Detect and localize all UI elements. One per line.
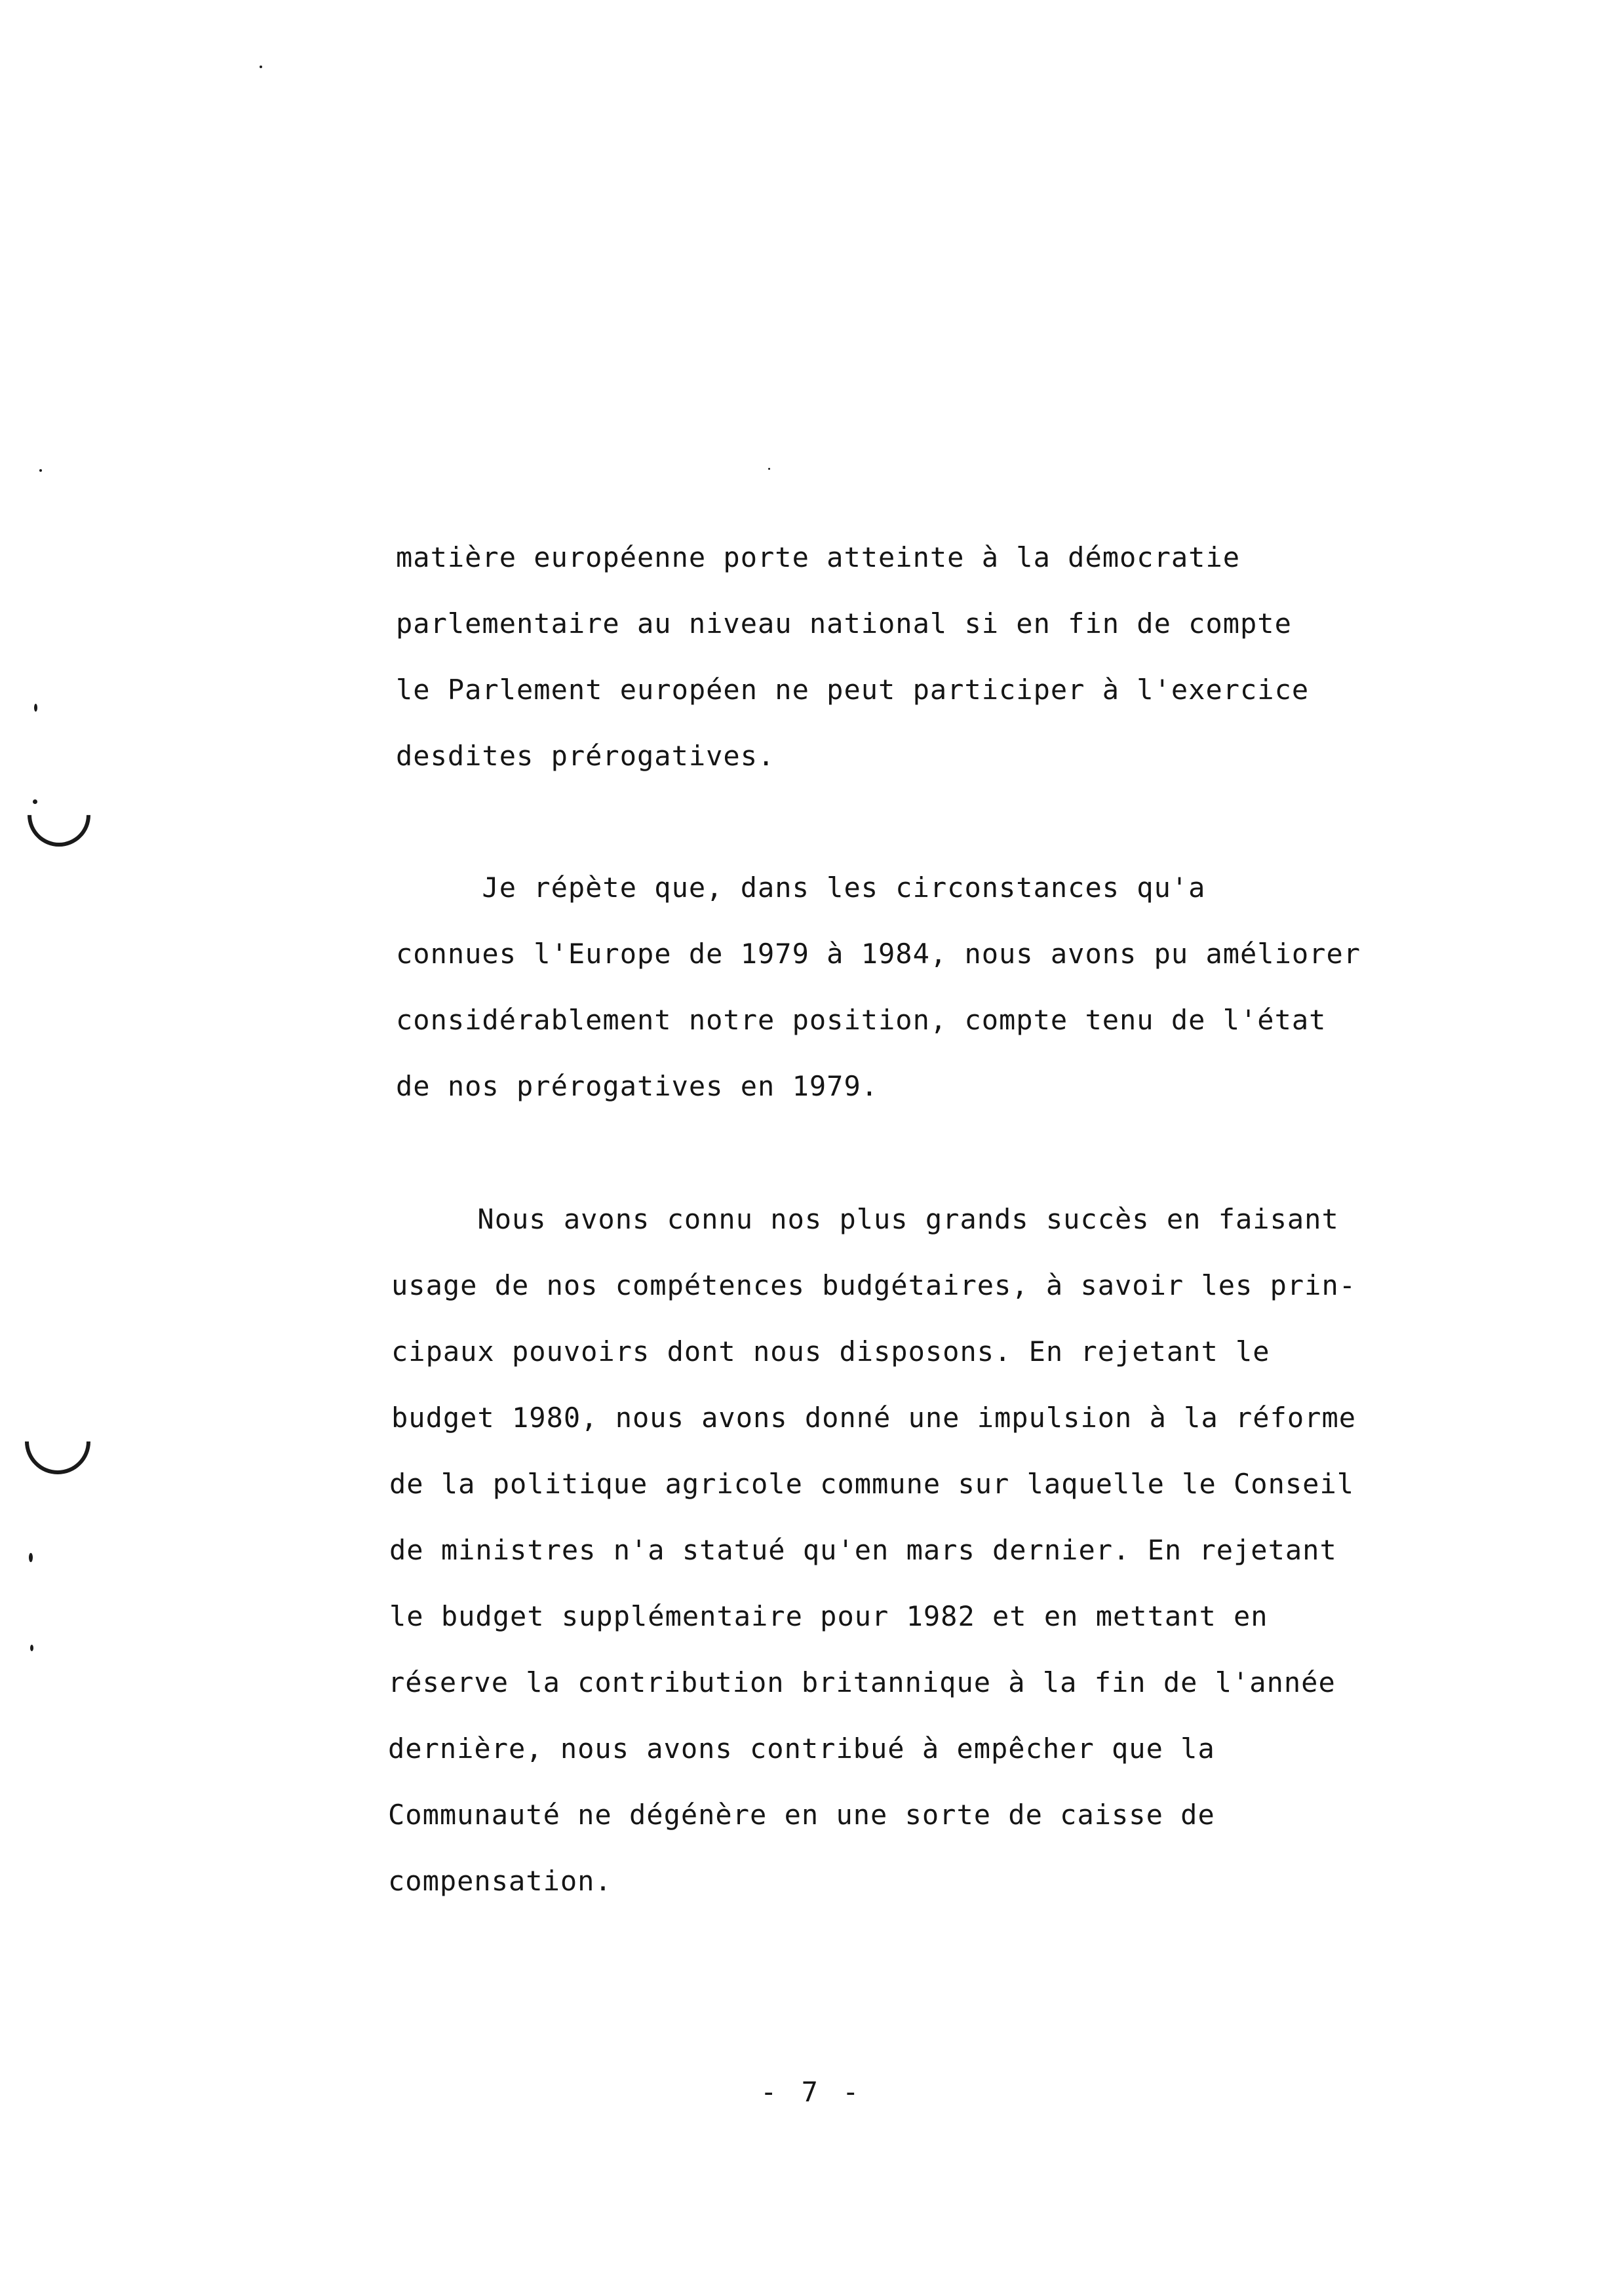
paragraph-line: Communauté ne dégénère en une sorte de caisse de: [388, 1799, 1215, 1831]
paragraph-line: cipaux pouvoirs dont nous disposons. En rejetant le: [391, 1335, 1270, 1368]
paragraph-line: Nous avons connu nos plus grands succès en faisant: [391, 1203, 1339, 1235]
paragraph-line: le Parlement européen ne peut participer à l'exercice: [396, 674, 1310, 706]
scan-speck: [30, 1645, 33, 1651]
paragraph-line: usage de nos compétences budgétaires, à savoir les prin-: [391, 1269, 1357, 1301]
paragraph-line: réserve la contribution britannique à la fin de l'année: [388, 1666, 1336, 1698]
paragraph-line: compensation.: [388, 1865, 612, 1897]
scan-speck: [29, 1553, 33, 1562]
paragraph-line: matière européenne porte atteinte à la démocratie: [396, 541, 1241, 573]
paragraph-line: le budget supplémentaire pour 1982 et en mettant en: [389, 1600, 1268, 1632]
scan-speck: [34, 704, 37, 712]
paragraph-line: de nos prérogatives en 1979.: [396, 1070, 879, 1102]
scan-arc-mark: [14, 771, 104, 860]
paragraph-line: dernière, nous avons contribué à empêcher que la: [388, 1732, 1215, 1765]
scan-speck: [768, 468, 770, 470]
paragraph-line: Je répète que, dans les circonstances qu'a: [396, 871, 1206, 904]
paragraph-line: considérablement notre position, compte tenu de l'état: [396, 1004, 1327, 1036]
scan-arc-mark: [11, 1395, 104, 1487]
paragraph-line: de la politique agricole commune sur laquelle le Conseil: [389, 1468, 1355, 1500]
paragraph-line: budget 1980, nous avons donné une impulsion à la réforme: [391, 1402, 1357, 1434]
paragraph-line: de ministres n'a statué qu'en mars dernier. En rejetant: [389, 1534, 1337, 1566]
page-number: - 7 -: [760, 2076, 863, 2108]
paragraph-line: desdites prérogatives.: [396, 740, 775, 772]
scan-speck: [39, 469, 42, 472]
paragraph-line: connues l'Europe de 1979 à 1984, nous avons pu améliorer: [396, 938, 1361, 970]
paragraph-line: parlementaire au niveau national si en fin de compte: [396, 607, 1292, 640]
scan-speck: [260, 66, 262, 68]
